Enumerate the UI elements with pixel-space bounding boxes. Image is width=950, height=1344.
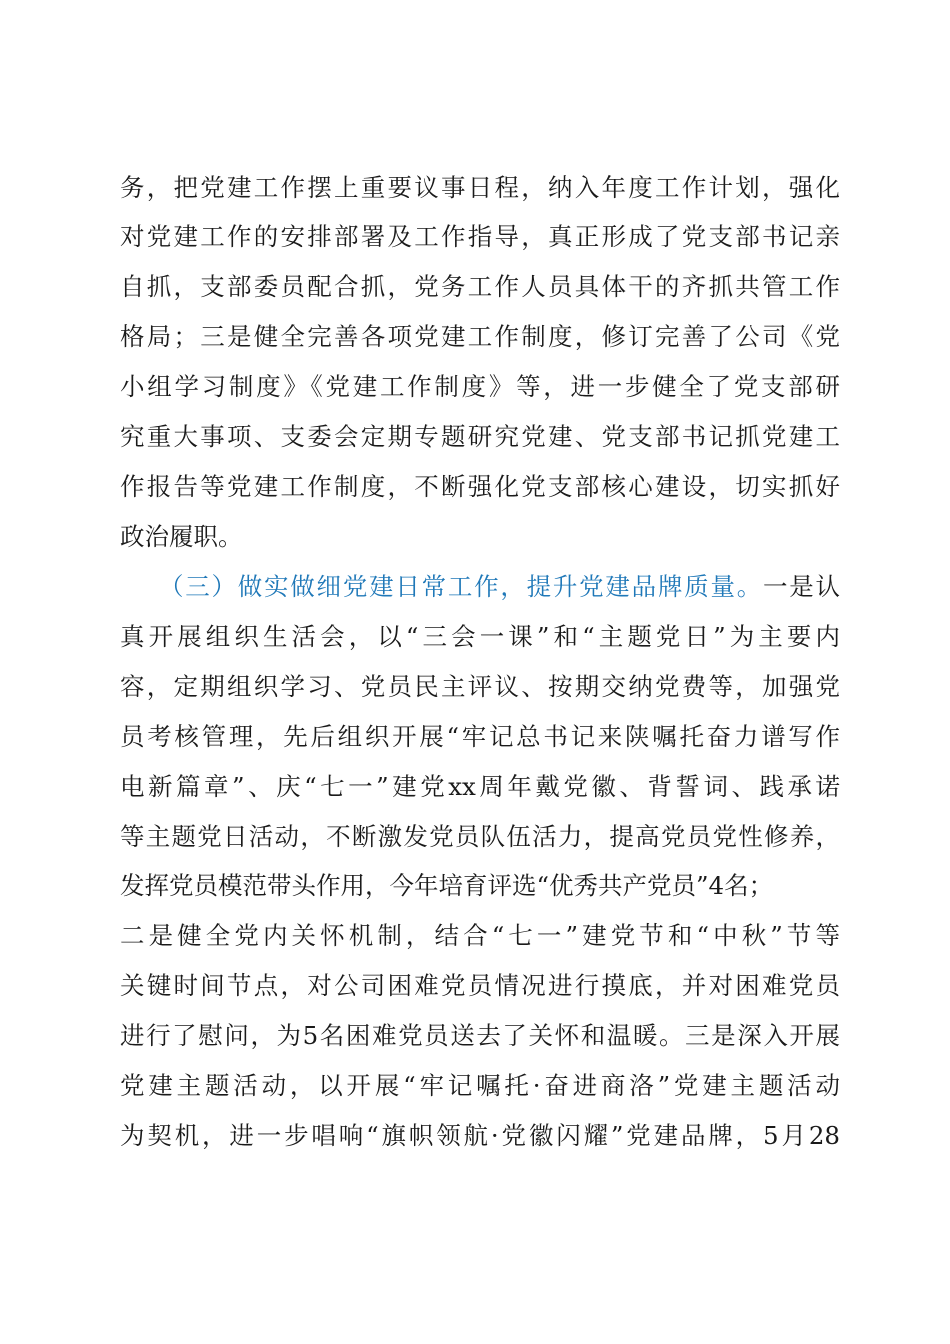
text-line: 进行了慰问，为5名困难党员送去了关怀和温暖。三是深入开展 bbox=[120, 1021, 840, 1050]
text-line: 员考核管理，先后组织开展“牢记总书记来陕嘱托奋力谱写作 bbox=[120, 722, 840, 751]
text-line: 政治履职。 bbox=[120, 522, 243, 551]
text-line: 对党建工作的安排部署及工作指导，真正形成了党支部书记亲 bbox=[120, 222, 840, 251]
text-line: 真开展组织生活会，以“三会一课”和“主题党日”为主要内 bbox=[120, 622, 840, 651]
text-line: 电新篇章”、庆“七一”建党xx周年戴党徽、背誓词、践承诺 bbox=[120, 772, 840, 801]
text-line: 为契机，进一步唱响“旗帜领航·党徽闪耀”党建品牌，5月28 bbox=[120, 1121, 840, 1150]
text-line: 自抓，支部委员配合抓，党务工作人员具体干的齐抓共管工作 bbox=[120, 272, 840, 301]
text-line: 格局；三是健全完善各项党建工作制度，修订完善了公司《党 bbox=[120, 322, 840, 351]
text-line: 发挥党员模范带头作用，今年培育评选“优秀共产党员”4名； bbox=[120, 871, 774, 900]
text-line: 党建主题活动，以开展“牢记嘱托·奋进商洛”党建主题活动 bbox=[120, 1071, 840, 1100]
text-line: 务，把党建工作摆上重要议事日程，纳入年度工作计划，强化 bbox=[120, 173, 840, 202]
text-line: 小组学习制度》《党建工作制度》等，进一步健全了党支部研 bbox=[120, 372, 840, 401]
text-line: 究重大事项、支委会定期专题研究党建、党支部书记抓党建工 bbox=[120, 422, 840, 451]
text-line: 二是健全党内关怀机制，结合“七一”建党节和“中秋”节等 bbox=[120, 921, 840, 950]
text-line: 容，定期组织学习、党员民主评议、按期交纳党费等，加强党 bbox=[120, 672, 840, 701]
text-line: 等主题党日活动，不断激发党员队伍活力，提高党员党性修养， bbox=[120, 822, 840, 851]
heading-line-rest: 一是认 bbox=[762, 572, 841, 601]
section-heading-line bbox=[159, 567, 840, 607]
text-line: 关键时间节点，对公司困难党员情况进行摸底，并对困难党员 bbox=[120, 971, 840, 1000]
section-heading: （三）做实做细党建日常工作，提升党建品牌质量。 bbox=[159, 572, 763, 601]
text-line: 作报告等党建工作制度，不断强化党支部核心建设，切实抓好 bbox=[120, 472, 840, 501]
